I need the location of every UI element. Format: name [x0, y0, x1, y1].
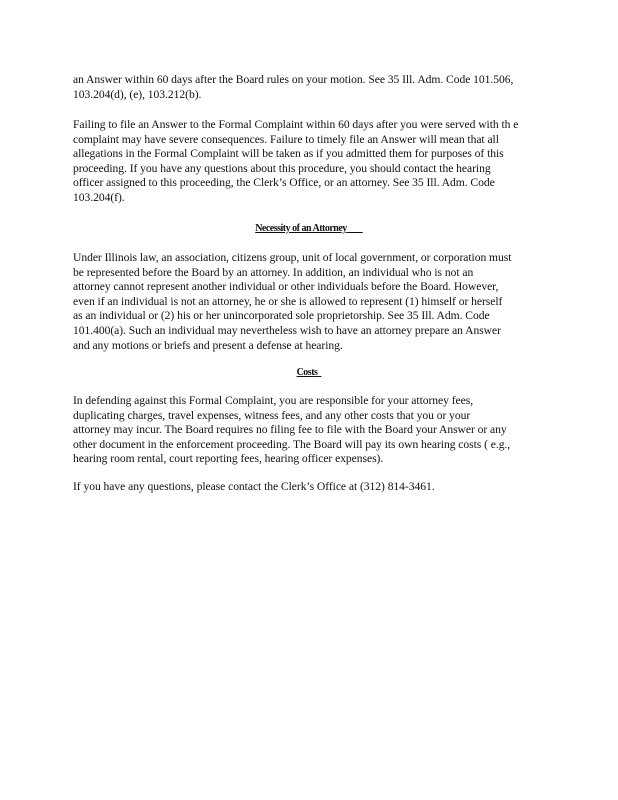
text-line: Under Illinois law, an association, citizens group, unit of local government, or corporation must — [73, 251, 512, 264]
paragraph-costs — [73, 394, 543, 467]
text-line: 101.400(a). Such an individual may nevertheless wish to have an attorney prepare an Answer — [73, 323, 501, 337]
paragraph-attorney-requirement — [73, 251, 543, 353]
text-line: In defending against this Formal Complaint, you are responsible for your attorney fees, — [73, 394, 474, 407]
text-line: other document in the enforcement proceeding. The Board will pay its own hearing costs ( e.g., — [73, 437, 511, 451]
heading-text: Costs — [296, 367, 318, 378]
text-line: allegations in the Formal Complaint will be taken as if you admitted them for purposes of this — [73, 147, 504, 161]
paragraph-failure-to-answer — [73, 118, 543, 206]
text-line: Failing to file an Answer to the Formal Complaint within 60 days after you were served with th e — [73, 118, 519, 131]
text-line: be represented before the Board by an attorney. In addition, an individual who is not an — [73, 265, 474, 279]
heading-costs — [0, 367, 618, 379]
heading-text: Necessity of an Attorney — [255, 223, 347, 234]
text-line: proceeding. If you have any questions about this procedure, you should contact the hearing — [73, 161, 491, 175]
text-line: duplicating charges, travel expenses, witness fees, and any other costs that you or your — [73, 408, 471, 422]
heading-necessity-of-attorney — [0, 223, 618, 235]
text-line: hearing room rental, court reporting fees, hearing officer expenses). — [73, 452, 384, 466]
text-line: 103.204(d), (e), 103.212(b). — [73, 87, 202, 101]
text-line: officer assigned to this proceeding, the Clerk’s Office, or an attorney. See 35 Ill. Adm. Code — [73, 176, 495, 190]
text-line: an Answer within 60 days after the Board rules on your motion. See 35 Ill. Adm. Code 101.506, — [73, 73, 514, 86]
text-line: even if an individual is not an attorney, he or she is allowed to represent (1) himself or herself — [73, 294, 503, 308]
text-line: attorney may incur. The Board requires no filing fee to file with the Board your Answer or any — [73, 423, 507, 437]
text-line: complaint may have severe consequences. Failure to timely file an Answer will mean that all — [73, 132, 499, 146]
text-line: If you have any questions, please contact the Clerk’s Office at (312) 814-3461. — [73, 480, 435, 493]
text-line: as an individual or (2) his or her unincorporated sole proprietorship. See 35 Ill. Adm. Code — [73, 309, 490, 323]
text-line: attorney cannot represent another individual or other individuals before the Board. However, — [73, 280, 499, 294]
text-line: and any motions or briefs and present a defense at hearing. — [73, 338, 343, 352]
paragraph-answer-deadline — [73, 73, 543, 102]
paragraph-contact-clerk — [73, 480, 543, 495]
text-line: 103.204(f). — [73, 190, 125, 204]
